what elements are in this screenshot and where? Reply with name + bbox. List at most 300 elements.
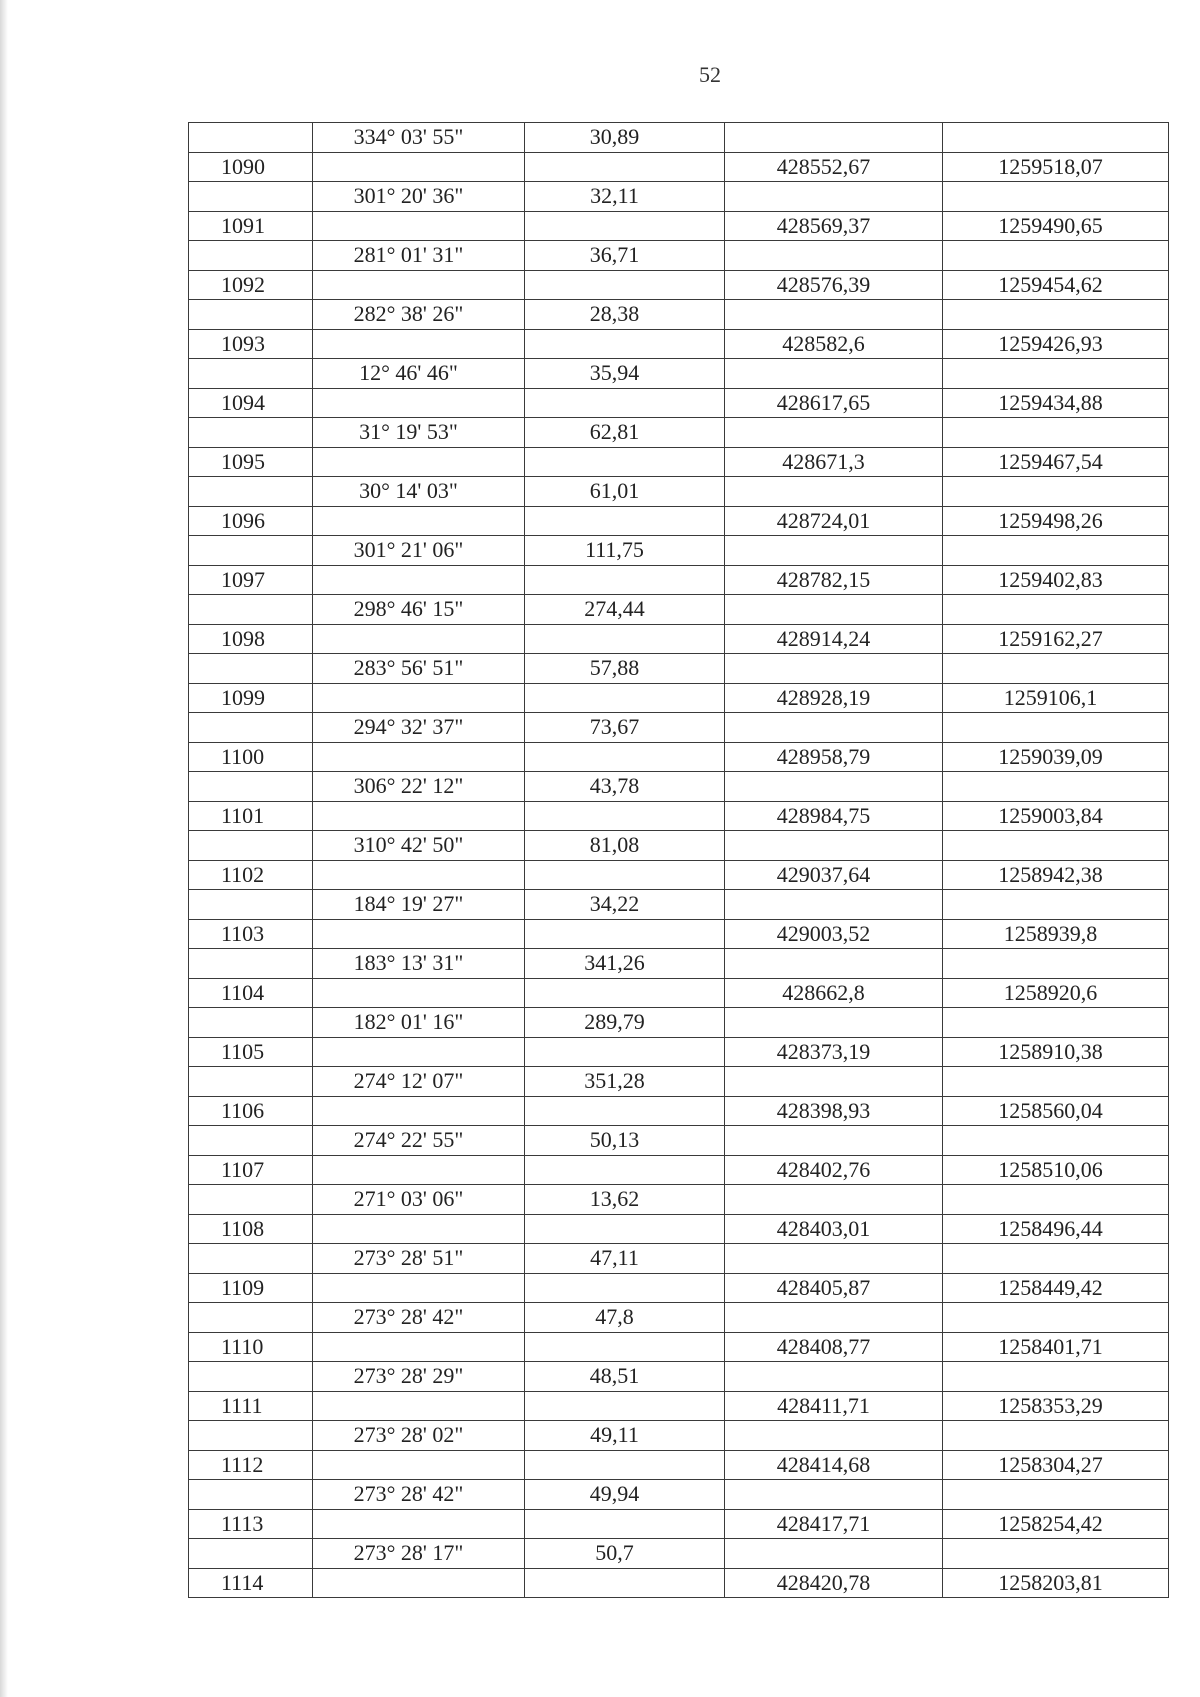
segment-row bbox=[189, 772, 1169, 802]
point-id-cell bbox=[189, 359, 313, 389]
segment-row bbox=[189, 1185, 1169, 1215]
point-row bbox=[189, 801, 1169, 831]
y-coordinate-cell: 1258304,27 bbox=[943, 1450, 1169, 1480]
y-coordinate-cell: 1258939,8 bbox=[943, 919, 1169, 949]
y-coordinate-cell bbox=[943, 949, 1169, 979]
direction-angle-cell: 182° 01' 16" bbox=[313, 1008, 525, 1038]
x-coordinate-cell bbox=[725, 654, 943, 684]
x-coordinate-cell bbox=[725, 1185, 943, 1215]
distance-cell bbox=[525, 270, 725, 300]
y-coordinate-cell bbox=[943, 1362, 1169, 1392]
direction-angle-cell: 273° 28' 51" bbox=[313, 1244, 525, 1274]
y-coordinate-cell: 1259039,09 bbox=[943, 742, 1169, 772]
page-number: 52 bbox=[699, 62, 721, 87]
coordinates-table bbox=[188, 122, 1169, 1598]
distance-cell: 32,11 bbox=[525, 182, 725, 212]
x-coordinate-cell bbox=[725, 536, 943, 566]
point-id-cell bbox=[189, 1067, 313, 1097]
y-coordinate-cell: 1258910,38 bbox=[943, 1037, 1169, 1067]
y-coordinate-cell bbox=[943, 418, 1169, 448]
y-coordinate-cell: 1259498,26 bbox=[943, 506, 1169, 536]
x-coordinate-cell: 429037,64 bbox=[725, 860, 943, 890]
segment-row bbox=[189, 1421, 1169, 1451]
distance-cell bbox=[525, 919, 725, 949]
x-coordinate-cell: 428402,76 bbox=[725, 1155, 943, 1185]
segment-row bbox=[189, 1008, 1169, 1038]
x-coordinate-cell bbox=[725, 949, 943, 979]
segment-row bbox=[189, 831, 1169, 861]
distance-cell bbox=[525, 447, 725, 477]
point-id-cell bbox=[189, 1126, 313, 1156]
y-coordinate-cell: 1259490,65 bbox=[943, 211, 1169, 241]
segment-row bbox=[189, 595, 1169, 625]
y-coordinate-cell: 1258353,29 bbox=[943, 1391, 1169, 1421]
point-row bbox=[189, 919, 1169, 949]
distance-cell: 50,7 bbox=[525, 1539, 725, 1569]
distance-cell bbox=[525, 1096, 725, 1126]
segment-row bbox=[189, 182, 1169, 212]
point-id-cell: 1096 bbox=[189, 506, 313, 536]
direction-angle-cell: 273° 28' 42" bbox=[313, 1303, 525, 1333]
distance-cell: 111,75 bbox=[525, 536, 725, 566]
distance-cell bbox=[525, 211, 725, 241]
distance-cell: 274,44 bbox=[525, 595, 725, 625]
direction-angle-cell bbox=[313, 919, 525, 949]
point-row bbox=[189, 1155, 1169, 1185]
x-coordinate-cell bbox=[725, 772, 943, 802]
x-coordinate-cell bbox=[725, 182, 943, 212]
point-row bbox=[189, 1450, 1169, 1480]
y-coordinate-cell bbox=[943, 123, 1169, 153]
point-row bbox=[189, 1214, 1169, 1244]
x-coordinate-cell: 428403,01 bbox=[725, 1214, 943, 1244]
point-row bbox=[189, 211, 1169, 241]
y-coordinate-cell bbox=[943, 1303, 1169, 1333]
distance-cell bbox=[525, 1214, 725, 1244]
x-coordinate-cell bbox=[725, 1539, 943, 1569]
distance-cell: 47,8 bbox=[525, 1303, 725, 1333]
x-coordinate-cell: 428958,79 bbox=[725, 742, 943, 772]
x-coordinate-cell bbox=[725, 1421, 943, 1451]
direction-angle-cell bbox=[313, 152, 525, 182]
y-coordinate-cell: 1258203,81 bbox=[943, 1568, 1169, 1598]
distance-cell bbox=[525, 624, 725, 654]
distance-cell bbox=[525, 506, 725, 536]
direction-angle-cell bbox=[313, 1450, 525, 1480]
direction-angle-cell: 310° 42' 50" bbox=[313, 831, 525, 861]
distance-cell: 43,78 bbox=[525, 772, 725, 802]
distance-cell: 351,28 bbox=[525, 1067, 725, 1097]
x-coordinate-cell bbox=[725, 477, 943, 507]
direction-angle-cell bbox=[313, 388, 525, 418]
point-id-cell: 1090 bbox=[189, 152, 313, 182]
direction-angle-cell: 274° 12' 07" bbox=[313, 1067, 525, 1097]
point-id-cell: 1110 bbox=[189, 1332, 313, 1362]
direction-angle-cell: 183° 13' 31" bbox=[313, 949, 525, 979]
point-id-cell: 1113 bbox=[189, 1509, 313, 1539]
direction-angle-cell bbox=[313, 801, 525, 831]
y-coordinate-cell: 1258401,71 bbox=[943, 1332, 1169, 1362]
direction-angle-cell: 334° 03' 55" bbox=[313, 123, 525, 153]
distance-cell: 34,22 bbox=[525, 890, 725, 920]
y-coordinate-cell: 1259434,88 bbox=[943, 388, 1169, 418]
direction-angle-cell bbox=[313, 1214, 525, 1244]
point-id-cell: 1095 bbox=[189, 447, 313, 477]
point-row bbox=[189, 506, 1169, 536]
distance-cell: 73,67 bbox=[525, 713, 725, 743]
point-row bbox=[189, 742, 1169, 772]
distance-cell bbox=[525, 801, 725, 831]
point-row bbox=[189, 978, 1169, 1008]
x-coordinate-cell bbox=[725, 713, 943, 743]
y-coordinate-cell bbox=[943, 300, 1169, 330]
direction-angle-cell bbox=[313, 1155, 525, 1185]
point-id-cell bbox=[189, 772, 313, 802]
point-id-cell: 1107 bbox=[189, 1155, 313, 1185]
point-id-cell bbox=[189, 1303, 313, 1333]
distance-cell: 81,08 bbox=[525, 831, 725, 861]
y-coordinate-cell: 1259106,1 bbox=[943, 683, 1169, 713]
direction-angle-cell bbox=[313, 624, 525, 654]
direction-angle-cell: 306° 22' 12" bbox=[313, 772, 525, 802]
distance-cell bbox=[525, 565, 725, 595]
y-coordinate-cell bbox=[943, 654, 1169, 684]
direction-angle-cell bbox=[313, 565, 525, 595]
x-coordinate-cell bbox=[725, 1362, 943, 1392]
point-row bbox=[189, 1391, 1169, 1421]
coordinates-table-body bbox=[189, 123, 1169, 1598]
point-id-cell bbox=[189, 477, 313, 507]
segment-row bbox=[189, 949, 1169, 979]
distance-cell bbox=[525, 1391, 725, 1421]
distance-cell bbox=[525, 329, 725, 359]
y-coordinate-cell: 1258254,42 bbox=[943, 1509, 1169, 1539]
direction-angle-cell bbox=[313, 978, 525, 1008]
distance-cell bbox=[525, 683, 725, 713]
x-coordinate-cell bbox=[725, 1126, 943, 1156]
point-id-cell: 1111 bbox=[189, 1391, 313, 1421]
point-row bbox=[189, 624, 1169, 654]
point-row bbox=[189, 1096, 1169, 1126]
distance-cell bbox=[525, 860, 725, 890]
x-coordinate-cell bbox=[725, 123, 943, 153]
point-id-cell bbox=[189, 1539, 313, 1569]
direction-angle-cell bbox=[313, 1037, 525, 1067]
y-coordinate-cell: 1258942,38 bbox=[943, 860, 1169, 890]
x-coordinate-cell: 428928,19 bbox=[725, 683, 943, 713]
x-coordinate-cell: 428576,39 bbox=[725, 270, 943, 300]
y-coordinate-cell: 1259003,84 bbox=[943, 801, 1169, 831]
y-coordinate-cell bbox=[943, 536, 1169, 566]
x-coordinate-cell: 428420,78 bbox=[725, 1568, 943, 1598]
distance-cell: 28,38 bbox=[525, 300, 725, 330]
direction-angle-cell: 273° 28' 42" bbox=[313, 1480, 525, 1510]
point-id-cell: 1098 bbox=[189, 624, 313, 654]
scan-edge-shadow bbox=[0, 0, 8, 1697]
point-row bbox=[189, 1273, 1169, 1303]
segment-row bbox=[189, 300, 1169, 330]
y-coordinate-cell: 1258449,42 bbox=[943, 1273, 1169, 1303]
point-id-cell: 1108 bbox=[189, 1214, 313, 1244]
y-coordinate-cell bbox=[943, 1185, 1169, 1215]
point-id-cell bbox=[189, 654, 313, 684]
direction-angle-cell: 273° 28' 02" bbox=[313, 1421, 525, 1451]
x-coordinate-cell: 428617,65 bbox=[725, 388, 943, 418]
y-coordinate-cell bbox=[943, 1067, 1169, 1097]
segment-row bbox=[189, 713, 1169, 743]
point-id-cell bbox=[189, 890, 313, 920]
distance-cell bbox=[525, 1037, 725, 1067]
y-coordinate-cell: 1259454,62 bbox=[943, 270, 1169, 300]
segment-row bbox=[189, 1362, 1169, 1392]
point-row bbox=[189, 388, 1169, 418]
point-id-cell: 1101 bbox=[189, 801, 313, 831]
direction-angle-cell: 281° 01' 31" bbox=[313, 241, 525, 271]
distance-cell bbox=[525, 1509, 725, 1539]
direction-angle-cell bbox=[313, 1332, 525, 1362]
x-coordinate-cell: 428582,6 bbox=[725, 329, 943, 359]
distance-cell: 30,89 bbox=[525, 123, 725, 153]
point-id-cell bbox=[189, 1008, 313, 1038]
point-row bbox=[189, 1568, 1169, 1598]
x-coordinate-cell: 428405,87 bbox=[725, 1273, 943, 1303]
x-coordinate-cell bbox=[725, 890, 943, 920]
x-coordinate-cell bbox=[725, 359, 943, 389]
point-id-cell: 1104 bbox=[189, 978, 313, 1008]
direction-angle-cell bbox=[313, 742, 525, 772]
point-id-cell bbox=[189, 241, 313, 271]
point-id-cell bbox=[189, 831, 313, 861]
direction-angle-cell: 301° 20' 36" bbox=[313, 182, 525, 212]
distance-cell: 13,62 bbox=[525, 1185, 725, 1215]
y-coordinate-cell bbox=[943, 1480, 1169, 1510]
x-coordinate-cell bbox=[725, 1067, 943, 1097]
point-id-cell: 1105 bbox=[189, 1037, 313, 1067]
direction-angle-cell bbox=[313, 329, 525, 359]
segment-row bbox=[189, 536, 1169, 566]
x-coordinate-cell: 428408,77 bbox=[725, 1332, 943, 1362]
distance-cell bbox=[525, 1568, 725, 1598]
x-coordinate-cell: 428914,24 bbox=[725, 624, 943, 654]
direction-angle-cell: 184° 19' 27" bbox=[313, 890, 525, 920]
y-coordinate-cell: 1259402,83 bbox=[943, 565, 1169, 595]
x-coordinate-cell bbox=[725, 418, 943, 448]
point-id-cell: 1094 bbox=[189, 388, 313, 418]
distance-cell bbox=[525, 1332, 725, 1362]
y-coordinate-cell: 1258496,44 bbox=[943, 1214, 1169, 1244]
x-coordinate-cell: 428417,71 bbox=[725, 1509, 943, 1539]
direction-angle-cell: 274° 22' 55" bbox=[313, 1126, 525, 1156]
y-coordinate-cell bbox=[943, 713, 1169, 743]
distance-cell: 47,11 bbox=[525, 1244, 725, 1274]
point-id-cell: 1099 bbox=[189, 683, 313, 713]
segment-row bbox=[189, 1126, 1169, 1156]
y-coordinate-cell bbox=[943, 1539, 1169, 1569]
x-coordinate-cell bbox=[725, 1008, 943, 1038]
point-id-cell: 1103 bbox=[189, 919, 313, 949]
y-coordinate-cell bbox=[943, 1008, 1169, 1038]
x-coordinate-cell: 428411,71 bbox=[725, 1391, 943, 1421]
segment-row bbox=[189, 1067, 1169, 1097]
point-id-cell: 1091 bbox=[189, 211, 313, 241]
y-coordinate-cell bbox=[943, 359, 1169, 389]
point-row bbox=[189, 1509, 1169, 1539]
point-row bbox=[189, 329, 1169, 359]
segment-row bbox=[189, 418, 1169, 448]
segment-row bbox=[189, 1303, 1169, 1333]
direction-angle-cell bbox=[313, 1568, 525, 1598]
distance-cell bbox=[525, 978, 725, 1008]
y-coordinate-cell bbox=[943, 241, 1169, 271]
direction-angle-cell bbox=[313, 1096, 525, 1126]
x-coordinate-cell: 428569,37 bbox=[725, 211, 943, 241]
segment-row bbox=[189, 477, 1169, 507]
x-coordinate-cell: 428724,01 bbox=[725, 506, 943, 536]
x-coordinate-cell bbox=[725, 300, 943, 330]
point-row bbox=[189, 1332, 1169, 1362]
point-row bbox=[189, 152, 1169, 182]
direction-angle-cell: 301° 21' 06" bbox=[313, 536, 525, 566]
direction-angle-cell bbox=[313, 506, 525, 536]
direction-angle-cell: 273° 28' 17" bbox=[313, 1539, 525, 1569]
point-id-cell: 1114 bbox=[189, 1568, 313, 1598]
segment-row bbox=[189, 890, 1169, 920]
point-row bbox=[189, 565, 1169, 595]
y-coordinate-cell: 1258510,06 bbox=[943, 1155, 1169, 1185]
point-id-cell: 1092 bbox=[189, 270, 313, 300]
direction-angle-cell: 271° 03' 06" bbox=[313, 1185, 525, 1215]
direction-angle-cell: 30° 14' 03" bbox=[313, 477, 525, 507]
direction-angle-cell: 12° 46' 46" bbox=[313, 359, 525, 389]
distance-cell bbox=[525, 742, 725, 772]
x-coordinate-cell bbox=[725, 241, 943, 271]
direction-angle-cell bbox=[313, 211, 525, 241]
point-row bbox=[189, 270, 1169, 300]
y-coordinate-cell: 1259162,27 bbox=[943, 624, 1169, 654]
y-coordinate-cell bbox=[943, 182, 1169, 212]
x-coordinate-cell: 428782,15 bbox=[725, 565, 943, 595]
x-coordinate-cell: 428662,8 bbox=[725, 978, 943, 1008]
y-coordinate-cell bbox=[943, 772, 1169, 802]
y-coordinate-cell: 1259426,93 bbox=[943, 329, 1169, 359]
distance-cell: 49,94 bbox=[525, 1480, 725, 1510]
distance-cell: 36,71 bbox=[525, 241, 725, 271]
segment-row bbox=[189, 123, 1169, 153]
point-id-cell bbox=[189, 123, 313, 153]
direction-angle-cell: 283° 56' 51" bbox=[313, 654, 525, 684]
distance-cell: 49,11 bbox=[525, 1421, 725, 1451]
distance-cell: 62,81 bbox=[525, 418, 725, 448]
point-id-cell bbox=[189, 595, 313, 625]
point-id-cell: 1106 bbox=[189, 1096, 313, 1126]
segment-row bbox=[189, 1539, 1169, 1569]
point-id-cell bbox=[189, 1185, 313, 1215]
x-coordinate-cell: 429003,52 bbox=[725, 919, 943, 949]
y-coordinate-cell: 1259467,54 bbox=[943, 447, 1169, 477]
x-coordinate-cell: 428552,67 bbox=[725, 152, 943, 182]
point-id-cell: 1109 bbox=[189, 1273, 313, 1303]
point-id-cell: 1093 bbox=[189, 329, 313, 359]
x-coordinate-cell: 428398,93 bbox=[725, 1096, 943, 1126]
point-row bbox=[189, 1037, 1169, 1067]
y-coordinate-cell: 1258560,04 bbox=[943, 1096, 1169, 1126]
y-coordinate-cell: 1259518,07 bbox=[943, 152, 1169, 182]
segment-row bbox=[189, 1480, 1169, 1510]
distance-cell: 48,51 bbox=[525, 1362, 725, 1392]
distance-cell: 61,01 bbox=[525, 477, 725, 507]
y-coordinate-cell bbox=[943, 1244, 1169, 1274]
x-coordinate-cell bbox=[725, 1244, 943, 1274]
segment-row bbox=[189, 1244, 1169, 1274]
distance-cell: 289,79 bbox=[525, 1008, 725, 1038]
distance-cell: 35,94 bbox=[525, 359, 725, 389]
direction-angle-cell bbox=[313, 1509, 525, 1539]
direction-angle-cell: 282° 38' 26" bbox=[313, 300, 525, 330]
point-id-cell bbox=[189, 1421, 313, 1451]
point-id-cell bbox=[189, 182, 313, 212]
point-id-cell bbox=[189, 1362, 313, 1392]
segment-row bbox=[189, 654, 1169, 684]
point-id-cell bbox=[189, 949, 313, 979]
point-row bbox=[189, 447, 1169, 477]
point-row bbox=[189, 683, 1169, 713]
y-coordinate-cell bbox=[943, 831, 1169, 861]
x-coordinate-cell bbox=[725, 1480, 943, 1510]
x-coordinate-cell bbox=[725, 595, 943, 625]
x-coordinate-cell: 428373,19 bbox=[725, 1037, 943, 1067]
point-id-cell bbox=[189, 1244, 313, 1274]
direction-angle-cell: 294° 32' 37" bbox=[313, 713, 525, 743]
x-coordinate-cell: 428414,68 bbox=[725, 1450, 943, 1480]
direction-angle-cell: 31° 19' 53" bbox=[313, 418, 525, 448]
point-id-cell bbox=[189, 1480, 313, 1510]
distance-cell: 50,13 bbox=[525, 1126, 725, 1156]
distance-cell: 341,26 bbox=[525, 949, 725, 979]
y-coordinate-cell bbox=[943, 477, 1169, 507]
point-id-cell bbox=[189, 713, 313, 743]
distance-cell bbox=[525, 1155, 725, 1185]
distance-cell: 57,88 bbox=[525, 654, 725, 684]
point-id-cell bbox=[189, 418, 313, 448]
point-id-cell bbox=[189, 536, 313, 566]
distance-cell bbox=[525, 1450, 725, 1480]
point-id-cell: 1097 bbox=[189, 565, 313, 595]
y-coordinate-cell bbox=[943, 1126, 1169, 1156]
distance-cell bbox=[525, 388, 725, 418]
y-coordinate-cell bbox=[943, 595, 1169, 625]
direction-angle-cell bbox=[313, 1273, 525, 1303]
x-coordinate-cell bbox=[725, 1303, 943, 1333]
point-id-cell: 1100 bbox=[189, 742, 313, 772]
x-coordinate-cell: 428671,3 bbox=[725, 447, 943, 477]
segment-row bbox=[189, 241, 1169, 271]
direction-angle-cell bbox=[313, 683, 525, 713]
direction-angle-cell: 298° 46' 15" bbox=[313, 595, 525, 625]
distance-cell bbox=[525, 1273, 725, 1303]
point-id-cell: 1102 bbox=[189, 860, 313, 890]
point-row bbox=[189, 860, 1169, 890]
y-coordinate-cell bbox=[943, 890, 1169, 920]
point-id-cell: 1112 bbox=[189, 1450, 313, 1480]
direction-angle-cell bbox=[313, 270, 525, 300]
direction-angle-cell bbox=[313, 1391, 525, 1421]
direction-angle-cell bbox=[313, 860, 525, 890]
x-coordinate-cell: 428984,75 bbox=[725, 801, 943, 831]
x-coordinate-cell bbox=[725, 831, 943, 861]
direction-angle-cell bbox=[313, 447, 525, 477]
distance-cell bbox=[525, 152, 725, 182]
point-id-cell bbox=[189, 300, 313, 330]
